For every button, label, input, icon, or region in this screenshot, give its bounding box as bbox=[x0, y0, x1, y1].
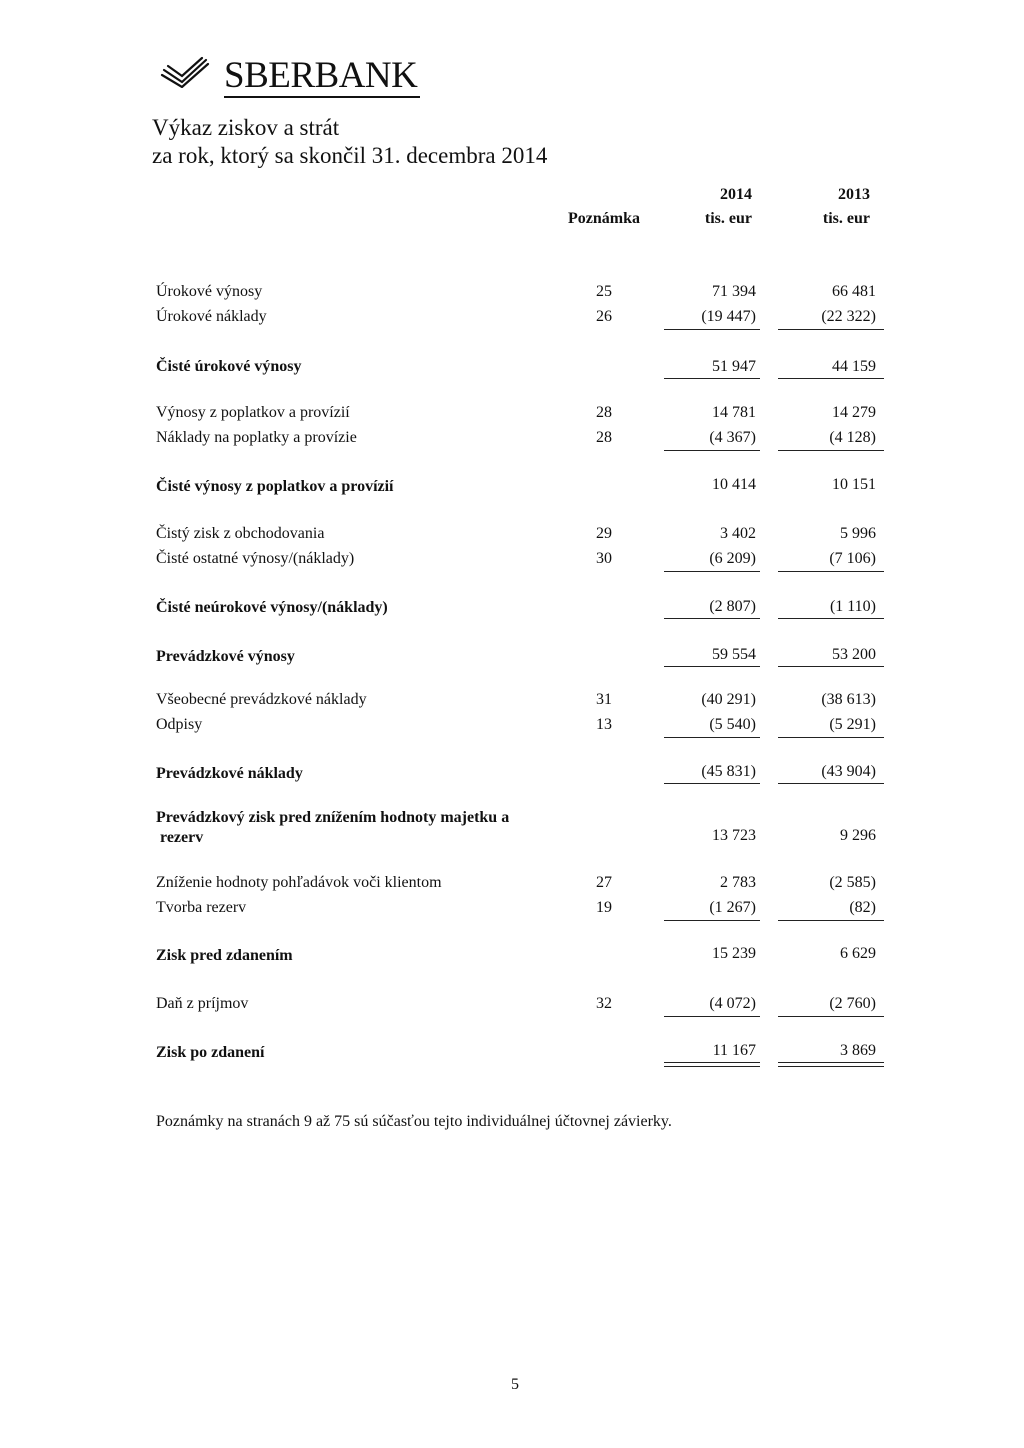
row-label: Odpisy bbox=[156, 716, 203, 733]
row-value-2014: (4 072) bbox=[709, 995, 756, 1012]
subtotal-rule bbox=[664, 329, 760, 330]
subtotal-rule bbox=[778, 571, 884, 572]
row-value-2014: (19 447) bbox=[701, 308, 756, 325]
row-label: Čisté úrokové výnosy bbox=[156, 358, 302, 375]
row-value-2014: 14 781 bbox=[712, 404, 756, 421]
row-value-2014: (45 831) bbox=[701, 763, 756, 780]
row-note: 13 bbox=[596, 716, 612, 733]
row-value-2014: 3 402 bbox=[720, 525, 756, 542]
row-note: 31 bbox=[596, 691, 612, 708]
row-label: Zisk pred zdanením bbox=[156, 947, 293, 964]
row-value-2013: (1 110) bbox=[829, 598, 876, 615]
row-value-2013: 44 159 bbox=[832, 358, 876, 375]
row-label: Prevádzkové náklady bbox=[156, 765, 303, 782]
brand-name: SBERBANK bbox=[224, 55, 418, 96]
row-value-2013: 66 481 bbox=[832, 283, 876, 300]
row-value-2014: (6 209) bbox=[709, 550, 756, 567]
brand-underline bbox=[224, 96, 420, 98]
row-note: 30 bbox=[596, 550, 612, 567]
row-label: Všeobecné prevádzkové náklady bbox=[156, 691, 367, 708]
row-label: Úrokové náklady bbox=[156, 308, 267, 325]
row-value-2014: 10 414 bbox=[712, 476, 756, 493]
row-note: 25 bbox=[596, 283, 612, 300]
row-note: 28 bbox=[596, 404, 612, 421]
row-value-2014: (40 291) bbox=[701, 691, 756, 708]
row-value-2014: 2 783 bbox=[720, 874, 756, 891]
row-label: Zisk po zdanení bbox=[156, 1044, 265, 1061]
row-value-2014: 51 947 bbox=[712, 358, 756, 375]
row-value-2014: (5 540) bbox=[709, 716, 756, 733]
subtotal-rule bbox=[778, 618, 884, 619]
subtotal-rule bbox=[664, 1016, 760, 1017]
column-unit-2014: tis. eur bbox=[704, 210, 752, 227]
row-value-2013: (2 760) bbox=[829, 995, 876, 1012]
row-value-2014: 71 394 bbox=[712, 283, 756, 300]
row-value-2013: 3 869 bbox=[840, 1042, 876, 1059]
row-value-2013: 9 296 bbox=[840, 827, 876, 844]
subtotal-rule bbox=[778, 783, 884, 784]
row-value-2013: 14 279 bbox=[832, 404, 876, 421]
column-unit-2013: tis. eur bbox=[822, 210, 870, 227]
row-note: 26 bbox=[596, 308, 612, 325]
row-value-2013: (43 904) bbox=[821, 763, 876, 780]
row-label: Čisté neúrokové výnosy/(náklady) bbox=[156, 599, 388, 616]
row-value-2014: 59 554 bbox=[712, 646, 756, 663]
row-label: Daň z príjmov bbox=[156, 995, 249, 1012]
report-subtitle: za rok, ktorý sa skončil 31. decembra 2014 bbox=[152, 143, 548, 168]
row-value-2013: 10 151 bbox=[832, 476, 876, 493]
subtotal-rule bbox=[664, 920, 760, 921]
row-value-2013: 5 996 bbox=[840, 525, 876, 542]
subtotal-rule bbox=[778, 1016, 884, 1017]
row-value-2013: (38 613) bbox=[821, 691, 876, 708]
row-label-continuation: rezerv bbox=[160, 829, 204, 846]
row-label: Prevádzkové výnosy bbox=[156, 648, 295, 665]
row-label: Náklady na poplatky a provízie bbox=[156, 429, 357, 446]
subtotal-rule bbox=[664, 378, 760, 379]
total-double-rule bbox=[664, 1062, 760, 1063]
row-value-2013: (5 291) bbox=[829, 716, 876, 733]
row-note: 19 bbox=[596, 899, 612, 916]
subtotal-rule bbox=[664, 666, 760, 667]
row-value-2014: (2 807) bbox=[709, 598, 756, 615]
sberbank-logo-icon bbox=[160, 56, 210, 88]
row-label: Zníženie hodnoty pohľadávok voči klientom bbox=[156, 874, 442, 891]
subtotal-rule bbox=[778, 450, 884, 451]
footnote: Poznámky na stranách 9 až 75 sú súčasťou tejto individuálnej účtovnej závierky. bbox=[156, 1113, 672, 1130]
column-note-header: Poznámka bbox=[568, 210, 640, 227]
row-label: Čisté ostatné výnosy/(náklady) bbox=[156, 550, 355, 567]
row-label: Čistý zisk z obchodovania bbox=[156, 525, 325, 542]
row-value-2013: (22 322) bbox=[821, 308, 876, 325]
row-value-2014: (4 367) bbox=[709, 429, 756, 446]
row-label: Tvorba rezerv bbox=[156, 899, 247, 916]
row-value-2014: 11 167 bbox=[712, 1042, 756, 1059]
row-value-2014: (1 267) bbox=[709, 899, 756, 916]
row-note: 27 bbox=[596, 874, 612, 891]
subtotal-rule bbox=[664, 450, 760, 451]
column-year-2013: 2013 bbox=[838, 186, 870, 203]
total-double-rule bbox=[664, 1066, 760, 1067]
row-note: 28 bbox=[596, 429, 612, 446]
total-double-rule bbox=[778, 1066, 884, 1067]
row-label: Úrokové výnosy bbox=[156, 283, 263, 300]
page-number: 5 bbox=[511, 1376, 519, 1393]
row-value-2014: 13 723 bbox=[712, 827, 756, 844]
subtotal-rule bbox=[778, 378, 884, 379]
subtotal-rule bbox=[778, 666, 884, 667]
row-value-2014: 15 239 bbox=[712, 945, 756, 962]
subtotal-rule bbox=[778, 920, 884, 921]
row-label: Výnosy z poplatkov a provízií bbox=[156, 404, 350, 421]
subtotal-rule bbox=[664, 618, 760, 619]
row-note: 29 bbox=[596, 525, 612, 542]
row-value-2013: (82) bbox=[849, 899, 876, 916]
subtotal-rule bbox=[664, 571, 760, 572]
row-value-2013: 6 629 bbox=[840, 945, 876, 962]
row-label: Čisté výnosy z poplatkov a provízií bbox=[156, 478, 394, 495]
row-value-2013: (2 585) bbox=[829, 874, 876, 891]
report-title: Výkaz ziskov a strát bbox=[152, 115, 340, 140]
row-value-2013: (4 128) bbox=[829, 429, 876, 446]
column-year-2014: 2014 bbox=[720, 186, 752, 203]
total-double-rule bbox=[778, 1062, 884, 1063]
row-value-2013: 53 200 bbox=[832, 646, 876, 663]
row-label: Prevádzkový zisk pred znížením hodnoty majetku a bbox=[156, 809, 510, 826]
subtotal-rule bbox=[778, 329, 884, 330]
subtotal-rule bbox=[778, 737, 884, 738]
row-note: 32 bbox=[596, 995, 612, 1012]
row-value-2013: (7 106) bbox=[829, 550, 876, 567]
subtotal-rule bbox=[664, 737, 760, 738]
subtotal-rule bbox=[664, 783, 760, 784]
